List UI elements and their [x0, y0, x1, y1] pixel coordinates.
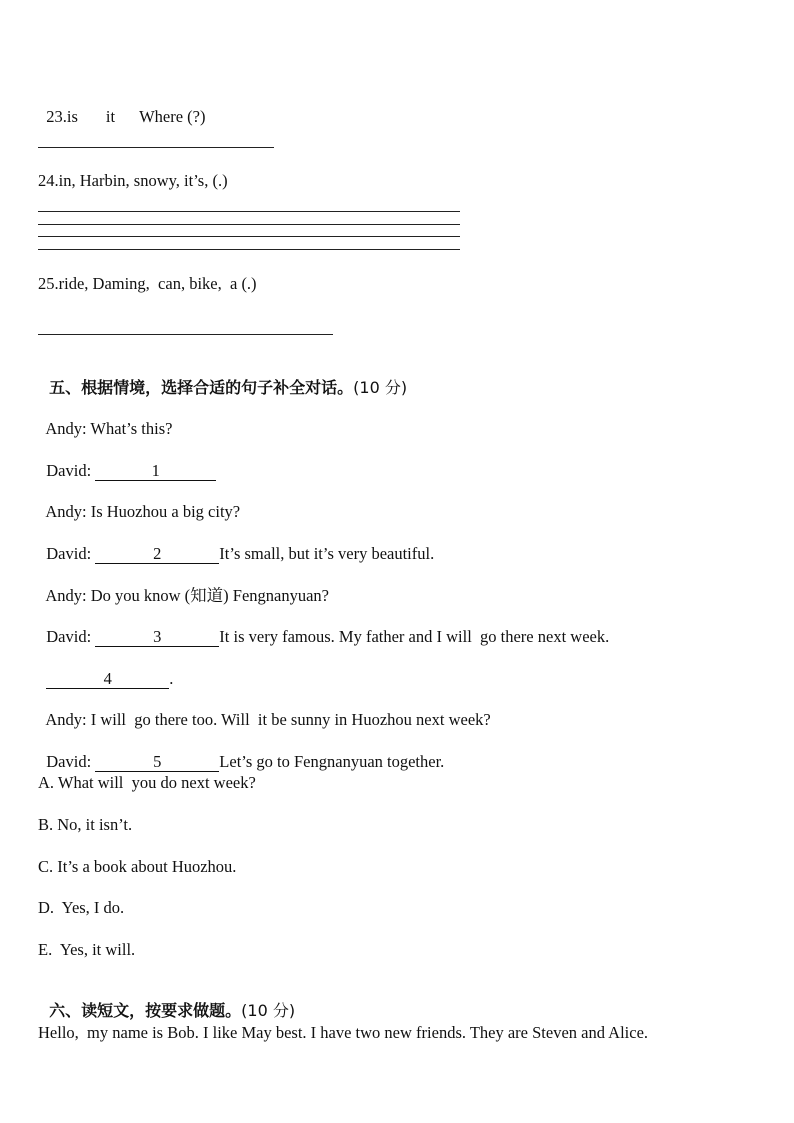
q23-word-1: is	[66, 107, 78, 126]
dialogue-line-8	[38, 690, 491, 730]
blank-4[interactable]: 4	[46, 670, 169, 689]
answer-line-24c[interactable]	[38, 236, 460, 237]
option-e: E. Yes, it will.	[38, 940, 136, 959]
section-5-heading	[38, 358, 407, 398]
answer-line-24b[interactable]	[38, 224, 460, 225]
dialogue-line-9	[38, 732, 444, 772]
dialogue-line-6	[38, 607, 609, 647]
answer-line-24a[interactable]	[38, 211, 460, 212]
dialogue-text: Is Huozhou a big city?	[90, 502, 241, 521]
section-6-points: (10 分)	[241, 1001, 296, 1020]
dialogue-line-5	[38, 566, 329, 606]
dialogue-line-2	[38, 441, 216, 481]
dialogue-text: Do you know (知道) Fengnanyuan?	[90, 586, 330, 605]
speaker: Andy:	[45, 502, 87, 521]
section-5-points: (10 分)	[353, 378, 408, 397]
speaker: Andy:	[45, 419, 87, 438]
answer-line-25[interactable]	[38, 334, 333, 335]
dialogue-line-1	[38, 399, 172, 439]
question-23	[38, 87, 205, 127]
speaker: David:	[46, 752, 92, 771]
speaker: David:	[46, 461, 92, 480]
option-a: A. What will you do next week?	[38, 773, 256, 792]
section-5-title: 五、根据情境，选择合适的句子补全对话。	[49, 378, 354, 397]
question-24: 24.in, Harbin, snowy, it’s, (.)	[38, 171, 228, 190]
blank-3[interactable]: 3	[95, 628, 219, 647]
option-d: D. Yes, I do.	[38, 898, 125, 917]
section-6-title: 六、读短文，按要求做题。	[49, 1001, 242, 1020]
speaker: Andy:	[45, 586, 87, 605]
q23-number: 23.	[46, 107, 67, 126]
dialogue-text: What’s this?	[90, 419, 173, 438]
answer-line-24d[interactable]	[38, 249, 460, 250]
speaker: David:	[46, 627, 92, 646]
speaker: Andy:	[45, 710, 87, 729]
dialogue-text: I will go there too. Will it be sunny in Huozhou next week?	[90, 710, 491, 729]
dialogue-line-7	[38, 649, 173, 689]
answer-line-23[interactable]	[38, 147, 274, 148]
q23-word-2: it	[105, 107, 116, 126]
blank-1[interactable]: 1	[95, 462, 216, 481]
dialogue-line-4	[38, 524, 434, 564]
q23-word-3: Where (?)	[139, 107, 206, 126]
dialogue-text: Let’s go to Fengnanyuan together.	[219, 752, 445, 771]
blank-5[interactable]: 5	[95, 753, 219, 772]
section-6-heading	[38, 981, 295, 1021]
question-25: 25.ride, Daming, can, bike, a (.)	[38, 274, 257, 293]
blank-2[interactable]: 2	[95, 545, 219, 564]
option-c: C. It’s a book about Huozhou.	[38, 857, 237, 876]
dialogue-line-3	[38, 482, 240, 522]
reading-passage: Hello, my name is Bob. I like May best. I have two new friends. They are Steven and Alice.	[38, 1023, 649, 1042]
option-b: B. No, it isn’t.	[38, 815, 133, 834]
speaker: David:	[46, 544, 92, 563]
dialogue-text: .	[169, 669, 174, 688]
dialogue-text: It is very famous. My father and I will go there next week.	[219, 627, 610, 646]
dialogue-text: It’s small, but it’s very beautiful.	[219, 544, 435, 563]
